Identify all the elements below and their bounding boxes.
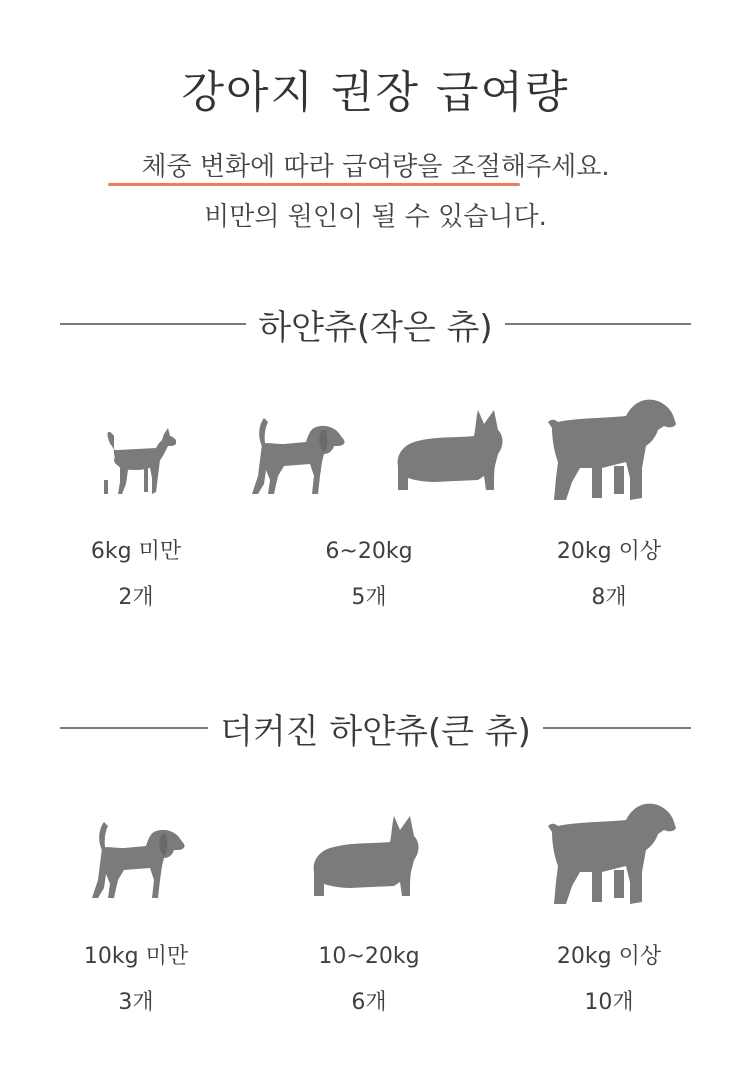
corgi-icon bbox=[394, 406, 512, 496]
weight-label: 6~20kg bbox=[325, 539, 413, 564]
section-small-chew-title: 하얀츄(작은 츄) bbox=[258, 307, 493, 348]
small-chew-row-1 bbox=[46, 538, 226, 612]
subtitle-line-2: 비만의 원인이 될 수 있습니다. bbox=[204, 202, 547, 232]
section-small-chew-header bbox=[60, 302, 691, 346]
corgi-icon bbox=[310, 812, 428, 902]
section-large-chew-header bbox=[60, 706, 691, 750]
beagle-icon bbox=[84, 818, 188, 902]
chihuahua-icon bbox=[96, 424, 182, 498]
rottweiler-icon bbox=[546, 398, 678, 504]
count-label: 2개 bbox=[118, 585, 154, 610]
weight-label: 6kg 미만 bbox=[90, 539, 182, 564]
weight-label: 10~20kg bbox=[318, 944, 420, 969]
count-label: 5개 bbox=[351, 585, 387, 610]
weight-label: 10kg 미만 bbox=[83, 944, 189, 969]
weight-label: 20kg 이상 bbox=[556, 539, 662, 564]
small-chew-row-2 bbox=[279, 538, 459, 612]
divider-right bbox=[543, 727, 691, 729]
count-label: 10개 bbox=[584, 990, 634, 1015]
subtitle-highlight-underline bbox=[108, 183, 520, 186]
page-title: 강아지 권장 급여량 bbox=[181, 67, 570, 118]
count-label: 3개 bbox=[118, 990, 154, 1015]
rottweiler-icon bbox=[546, 802, 678, 908]
small-chew-row-3 bbox=[519, 538, 699, 612]
count-label: 8개 bbox=[591, 585, 627, 610]
divider-left bbox=[60, 323, 246, 325]
large-chew-row-2 bbox=[279, 943, 459, 1017]
large-chew-row-1 bbox=[46, 943, 226, 1017]
divider-right bbox=[505, 323, 691, 325]
divider-left bbox=[60, 727, 208, 729]
weight-label: 20kg 이상 bbox=[556, 944, 662, 969]
subtitle-line-1: 체중 변화에 따라 급여량을 조절해주세요. bbox=[141, 152, 610, 182]
section-large-chew-title: 더커진 하얀츄(큰 츄) bbox=[220, 711, 531, 752]
large-chew-row-3 bbox=[519, 943, 699, 1017]
beagle-icon bbox=[244, 414, 348, 498]
count-label: 6개 bbox=[351, 990, 387, 1015]
